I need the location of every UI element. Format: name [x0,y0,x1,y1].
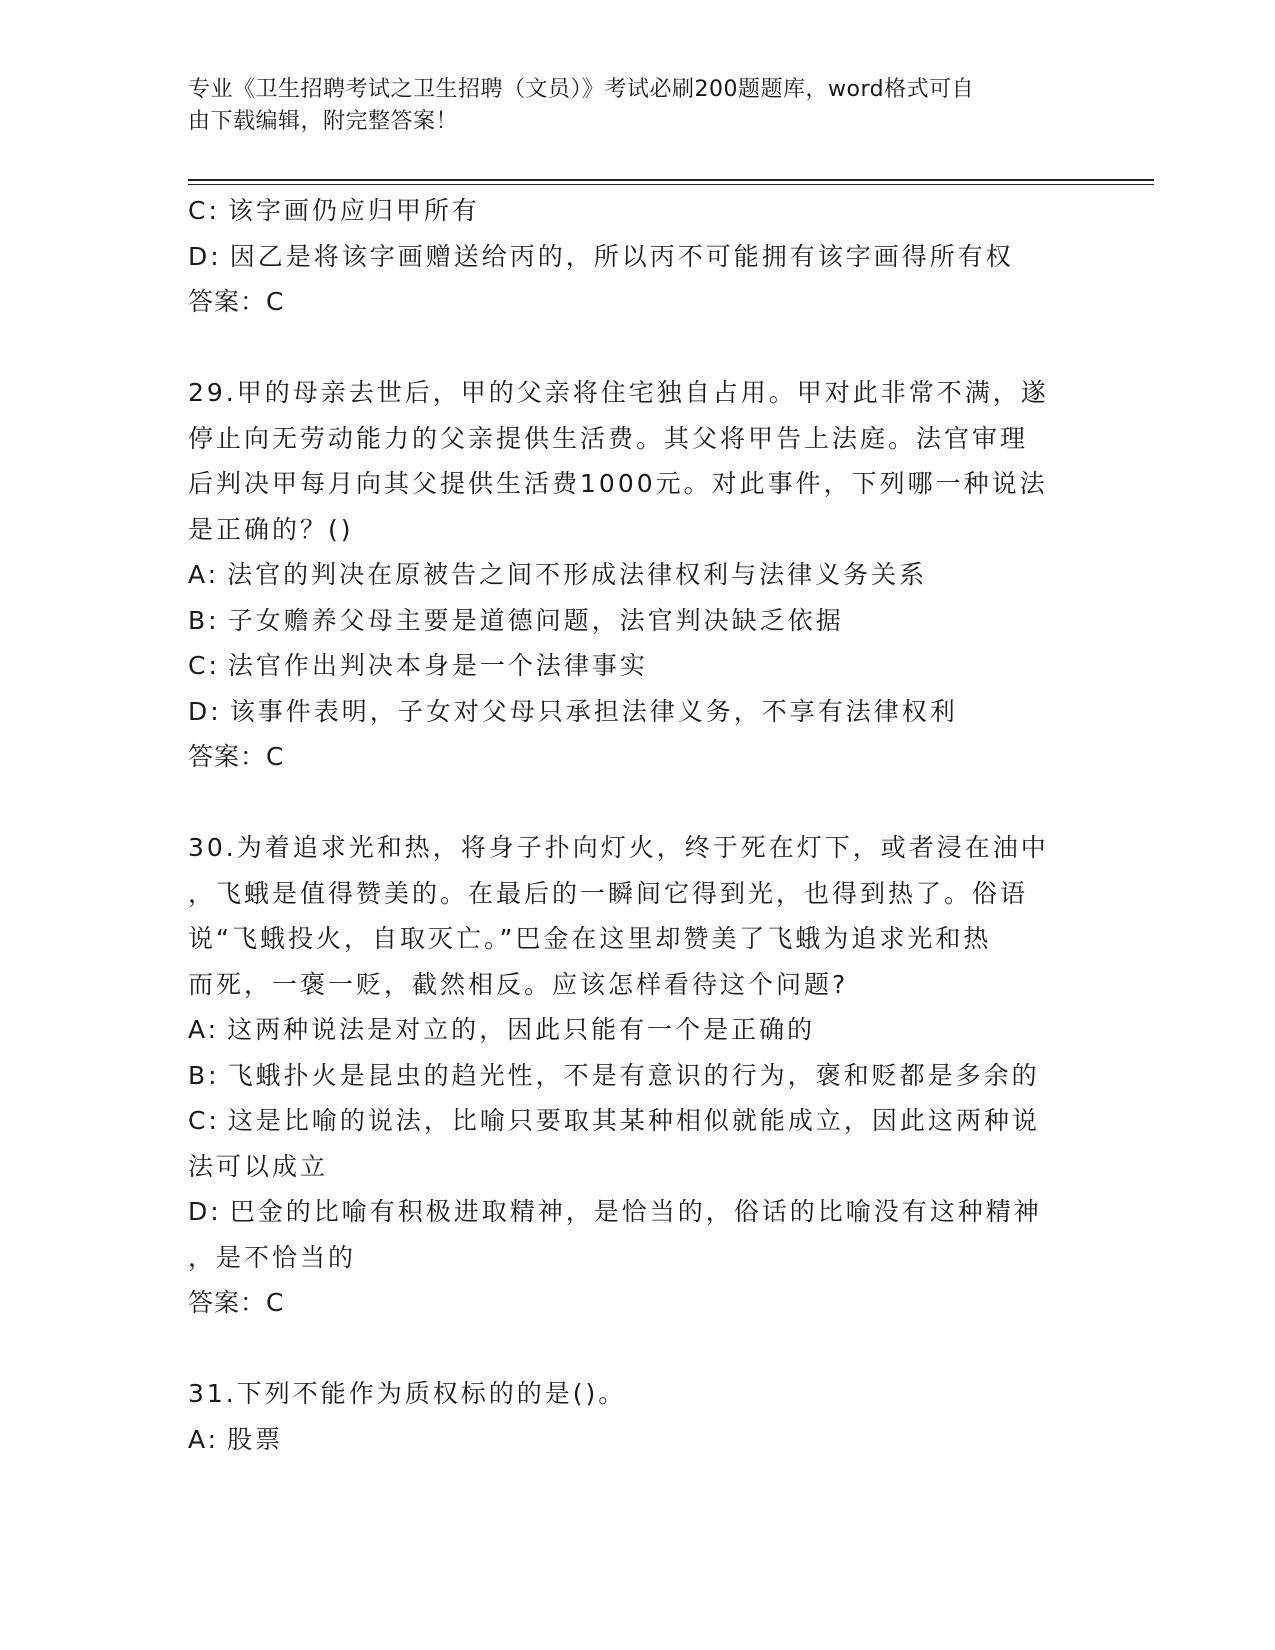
option-c-continuation: 法可以成立 [188,1151,329,1181]
question-29 [188,370,1088,780]
answer-line: 答案：C [188,1288,285,1317]
option-c: C: 该字画仍应归甲所有 [188,196,480,225]
question-stem-line: 31.下列不能作为质权标的的是()。 [188,1379,627,1408]
option-c: C: 法官作出判决本身是一个法律事实 [188,651,648,680]
question-stem-line: 而死，一褒一贬，截然相反。应该怎样看待这个问题? [188,969,849,999]
option-b: B: 子女赡养父母主要是道德问题，法官判决缺乏依据 [188,605,844,635]
document-header [188,74,1068,138]
question-stem-line: 后判决甲每月向其父提供生活费1000元。对此事件，下列哪一种说法 [188,469,1048,498]
option-d: D: 巴金的比喻有积极进取精神，是恰当的，俗话的比喻没有这种精神 [188,1197,1042,1226]
question-stem-line: ，飞蛾是值得赞美的。在最后的一瞬间它得到光，也得到热了。俗语 [188,878,1029,908]
question-stem-line: 是正确的？() [188,514,354,544]
option-b: B: 飞蛾扑火是昆虫的趋光性，不是有意识的行为，褒和贬都是多余的 [188,1060,1040,1090]
spacer [188,780,1088,826]
option-a: A: 股票 [188,1424,284,1454]
header-rule-thin [188,184,1154,185]
option-d: D: 因乙是将该字画赠送给丙的，所以丙不可能拥有该字画得所有权 [188,241,1014,271]
prev-question-block [188,188,1088,325]
option-d-continuation: ，是不恰当的 [188,1242,357,1272]
header-line-1: 专业《卫生招聘考试之卫生招聘（文员）》考试必刷200题题库，word格式可自 [188,77,975,102]
spacer [188,325,1088,371]
option-a: A: 法官的判决在原被告之间不形成法律权利与法律义务关系 [188,560,928,589]
header-line-2: 由下载编辑，附完整答案！ [188,109,459,134]
spacer [188,1326,1088,1372]
option-d: D: 该事件表明，子女对父母只承担法律义务，不享有法律权利 [188,696,958,726]
question-stem-line: 30.为着追求光和热，将身子扑向灯火，终于死在灯下，或者浸在油中 [188,833,1049,862]
question-content [188,188,1088,1462]
option-c: C: 这是比喻的说法，比喻只要取其某种相似就能成立，因此这两种说 [188,1106,1040,1135]
header-rule-thick [188,179,1154,181]
question-30 [188,825,1088,1326]
answer-line: 答案：C [188,287,285,316]
option-a: A: 这两种说法是对立的，因此只能有一个是正确的 [188,1015,816,1044]
question-stem-line: 说“飞蛾投火，自取灭亡。”巴金在这里却赞美了飞蛾为追求光和热 [188,924,992,953]
question-stem-line: 停止向无劳动能力的父亲提供生活费。其父将甲告上法庭。法官审理 [188,423,1029,453]
answer-line: 答案：C [188,742,285,771]
question-stem-line: 29.甲的母亲去世后，甲的父亲将住宅独自占用。甲对此非常不满，遂 [188,378,1049,407]
question-31 [188,1371,1088,1462]
